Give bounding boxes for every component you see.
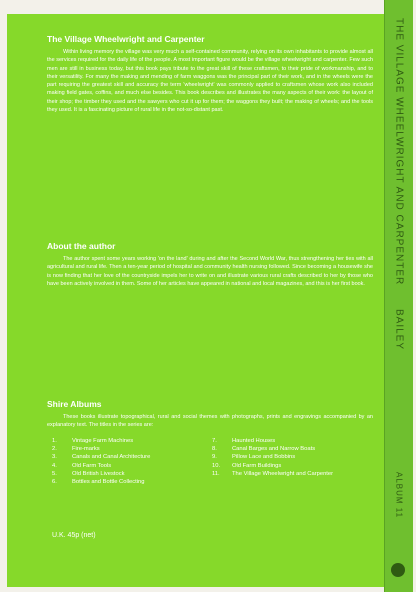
list-number: 8.	[212, 446, 217, 453]
shire-section	[47, 399, 373, 486]
list-number: 4.	[52, 462, 57, 469]
series-list-right	[212, 437, 377, 478]
series-list-left	[52, 437, 207, 486]
list-item	[52, 437, 207, 445]
list-item	[212, 445, 377, 453]
list-item	[212, 470, 377, 478]
list-item	[212, 453, 377, 461]
list-item	[52, 462, 207, 470]
shire-paragraph: These books illustrate topographical, rural and social themes with photographs, prints and engravings accompanied by an explanatory text. The titles in the series are:	[47, 414, 373, 429]
village-heading: The Village Wheelwright and Carpenter	[47, 34, 205, 44]
list-number: 10.	[212, 462, 221, 469]
list-title: Bottles and Bottle Collecting	[72, 479, 145, 486]
list-number: 11.	[212, 470, 220, 477]
list-title: Haunted Houses	[232, 438, 276, 444]
list-item	[212, 462, 377, 470]
spine-author: BAILEY	[393, 309, 405, 351]
spine-title: THE VILLAGE WHEELWRIGHT AND CARPENTER	[393, 18, 405, 286]
list-item	[52, 453, 207, 461]
list-title: Old Farm Tools	[72, 462, 112, 469]
list-item	[52, 445, 207, 453]
price-label: U.K. 45p (net)	[52, 532, 96, 539]
book-spine	[384, 0, 413, 592]
author-section	[47, 241, 373, 288]
spine-series: ALBUM 11	[394, 472, 404, 519]
list-title: Canals and Canal Architecture	[72, 454, 151, 461]
list-number: 7.	[212, 438, 217, 444]
list-item	[52, 470, 207, 478]
publisher-logo-icon	[391, 563, 405, 577]
cover-panel	[7, 14, 384, 587]
list-title: Old British Livestock	[72, 470, 125, 477]
list-title: Old Farm Buildings	[232, 462, 282, 469]
list-number: 5.	[52, 470, 57, 477]
list-item	[52, 478, 207, 486]
shire-heading: Shire Albums	[47, 399, 102, 409]
list-title: The Village Wheelwright and Carpenter	[232, 470, 334, 477]
author-paragraph: The author spent some years working 'on the land' during and after the Second World War, thus strengthening her ties with all agricultural and rural life. Then a ten-year period of hospital and community health nursing followed. Since becoming a housewife she is now finding that her love of the countryside impels her to write on and illustrate various rural crafts described to her by those who have been actively involved in them. Some of her articles have appeared in national and local magazines, and this is her first book.	[47, 256, 373, 287]
list-title: Canal Barges and Narrow Boats	[232, 446, 316, 453]
list-title: Vintage Farm Machines	[72, 438, 134, 444]
village-paragraph: Within living memory the village was very much a self-contained community, relying on its own inhabitants to provide almost all the services required for the daily life of the people. A most important figure would be the village wheelwright and carpenter. Few such men are still in business today, but this book pays tribute to the great skill of these craftsmen, to their pride of workmanship, and to their versatility. For many the making and mending of farm waggons was the principal part of their work, and in the wheels were the part requiring the greatest skill and accuracy the term 'wheelwright' was commonly applied to craftsmen whose work also included making field gates, coffins, and much else besides. This book describes and illustrates the many aspects of their work: the layout of their shop; the timber they used and the sawyers who cut it up for them; the waggons they built; the making of wheels; and the tools they used. It is a fascinating picture of rural life in the not-so-distant past.	[47, 49, 373, 114]
list-number: 1.	[52, 438, 57, 444]
list-number: 9.	[212, 454, 217, 461]
list-item	[212, 437, 377, 445]
list-title: Pillow Lace and Bobbins	[232, 454, 296, 461]
village-section	[47, 34, 373, 114]
list-number: 6.	[52, 479, 57, 486]
author-heading: About the author	[47, 241, 116, 251]
list-number: 3.	[52, 454, 57, 461]
list-title: Fire-marks	[72, 446, 100, 453]
list-number: 2.	[52, 446, 57, 453]
